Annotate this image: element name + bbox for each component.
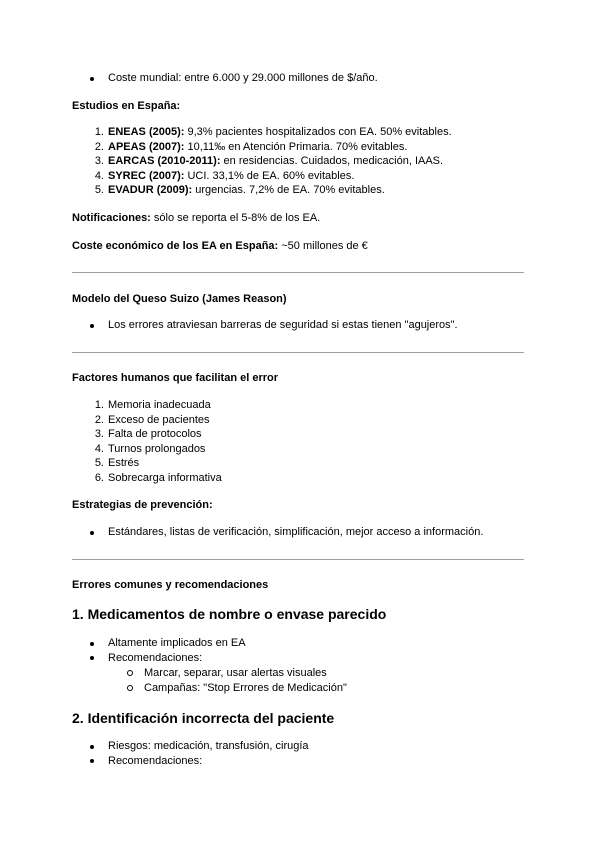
list-item: Coste mundial: entre 6.000 y 29.000 millones de $/año. — [72, 71, 560, 86]
estrategias-heading: Estrategias de prevención: — [72, 499, 213, 511]
divider — [72, 352, 524, 353]
list-item: 1. Memoria inadecuada — [94, 399, 211, 411]
list-item: Los errores atraviesan barreras de seguridad si estas tienen "agujeros". — [72, 318, 560, 333]
list-item: Altamente implicados en EA — [72, 636, 560, 651]
list-item: 4. Turnos prolongados — [94, 442, 206, 455]
queso-list — [72, 318, 560, 333]
list-item: 2. Exceso de pacientes — [94, 413, 210, 426]
list-item: Recomendaciones: — [72, 754, 560, 769]
errores-heading: Errores comunes y recomendaciones — [72, 579, 269, 591]
factores-heading: Factores humanos que facilitan el error — [72, 372, 279, 384]
list-item: 4. SYREC (2007): UCI. 33,1% de EA. 60% evitables. — [94, 169, 355, 182]
list-item: 3. Falta de protocolos — [94, 428, 202, 441]
list-item: 3. EARCAS (2010-2011): en residencias. Cuidados, medicación, IAAS. — [94, 155, 444, 168]
list-item: 2. APEAS (2007): 10,11‰ en Atención Primaria. 70% evitables. — [94, 140, 408, 153]
list-item: 5. EVADUR (2009): urgencias. 7,2% de EA. 70% evitables. — [94, 184, 385, 197]
list-item: Estándares, listas de verificación, simplificación, mejor acceso a información. — [72, 525, 560, 540]
coste-espana-paragraph: Coste económico de los EA en España: ~50 millones de € — [72, 240, 368, 252]
section-title: 2. Identificación incorrecta del paciente — [72, 710, 335, 726]
divider — [72, 559, 524, 560]
queso-heading: Modelo del Queso Suizo (James Reason) — [72, 293, 287, 305]
list-item: Recomendaciones: — [72, 651, 560, 666]
sec1-sublist — [72, 666, 560, 695]
estrategias-list — [72, 525, 560, 540]
notificaciones-paragraph: Notificaciones: sólo se reporta el 5-8% de los EA. — [72, 212, 321, 224]
coste-mundial-list — [72, 71, 560, 86]
sec2-list — [72, 739, 560, 768]
estudios-heading: Estudios en España: — [72, 100, 181, 112]
list-item: Campañas: "Stop Errores de Medicación" — [72, 681, 560, 696]
estudios-list — [72, 125, 560, 198]
section-title: 1. Medicamentos de nombre o envase parecido — [72, 606, 387, 622]
factores-list — [72, 398, 560, 486]
list-item: Marcar, separar, usar alertas visuales — [72, 666, 560, 681]
list-item: 5. Estrés — [94, 457, 140, 470]
sec1-list — [72, 636, 560, 665]
list-item: 6. Sobrecarga informativa — [94, 471, 222, 484]
divider — [72, 272, 524, 273]
list-item: Riesgos: medicación, transfusión, cirugía — [72, 739, 560, 754]
list-item: 1. ENEAS (2005): 9,3% pacientes hospitalizados con EA. 50% evitables. — [94, 126, 452, 138]
